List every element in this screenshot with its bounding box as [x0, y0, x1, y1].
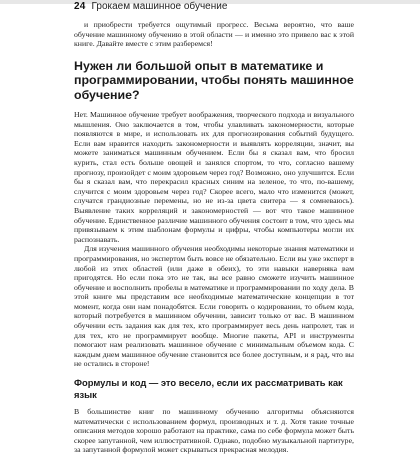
- page-content: [74, 20, 354, 455]
- section-paragraph-1: Нет. Машинное обучение требует воображения, творческого подхода и визуального мышления. Оно заключается в том, чтобы улавливать закономерности, которые появляются в мире, и использовать их для прогнозирования событий будущего. Если вам нравится находить закономерности и выявлять корреляции, значит, вы можете заниматься машинным обучением. Если бы я сказал вам, что бросил курить, стал есть больше овощей и занялся спортом, то что, согласно вашему прогнозу, произойдет с моим здоровьем через год? Возможно, оно улучшится. Если бы я сказал вам, что перекрасил красных синим на зеленое, то что, по-вашему, случится с моим здоровьем через год? Скорее всего, мало что изменится (может, случатся грандиозные перемены, но не из-за цвета свитера — я сомневаюсь). Выявление таких корреляций и закономерностей — вот что такое машинное обучение. Единственное различие машинного обучения состоит в том, что здесь мы привязываем к этим шаблонам формулы и цифры, чтобы компьютеры могли их распознавать.: [74, 110, 354, 244]
- subsection-title: Формулы и код — это весело, если их рассматривать как язык: [74, 377, 343, 401]
- section-title: Нужен ли большой опыт в математике и программировании, чтобы понять машинное обучение?: [74, 58, 354, 102]
- subsection-paragraph: В большинстве книг по машинному обучению алгоритмы объясняются математически с использованием формул, производных и т. д. Хотя такие точные описания методов хорошо работают на практике, сама по себе формула может быть скорее запутанной, чем иллюстративной. Однако, подобно музыкальной партитуре, за запутанной формулой может скрываться прекрасная мелодия.: [74, 407, 354, 455]
- page-header: [74, 1, 227, 13]
- page-number: 24: [74, 1, 86, 12]
- intro-paragraph: и приобрести требуется ощутимый прогресс. Весьма вероятно, что ваше обучение машинному обучению в этой области — и именно это привело вас к этой книге. Давайте вместе с этим разберемся!: [74, 20, 354, 49]
- running-title: Грокаем машинное обучение: [91, 1, 228, 12]
- section-paragraph-2: Для изучения машинного обучения необходимы некоторые знания математики и программирования, но экспертом быть вовсе не обязательно. Если вы уже эксперт в любой из этих областей (или даже в обеих), то эти навыки наверняка вам пригодятся. Но если пока это не так, вы все равно сможете изучить машинное обучение и восполнить пробелы в математике и программировании по ходу дела. В этой книге мы представим все необходимые математические концепции в тот момент, когда они нам понадобятся. Если говорить о кодировании, то объем кода, который потребуется в машинном обучении, зависит только от вас. В машинном обучении есть задания как для тех, кто программирует весь день напролет, так и для тех, кто не программирует вообще. Многие пакеты, API и инструменты помогают нам реализовать машинное обучение с минимальным объемом кода. С каждым днем машинное обучение становится все более доступным, и я рад, что вы не остались в стороне!: [74, 244, 354, 369]
